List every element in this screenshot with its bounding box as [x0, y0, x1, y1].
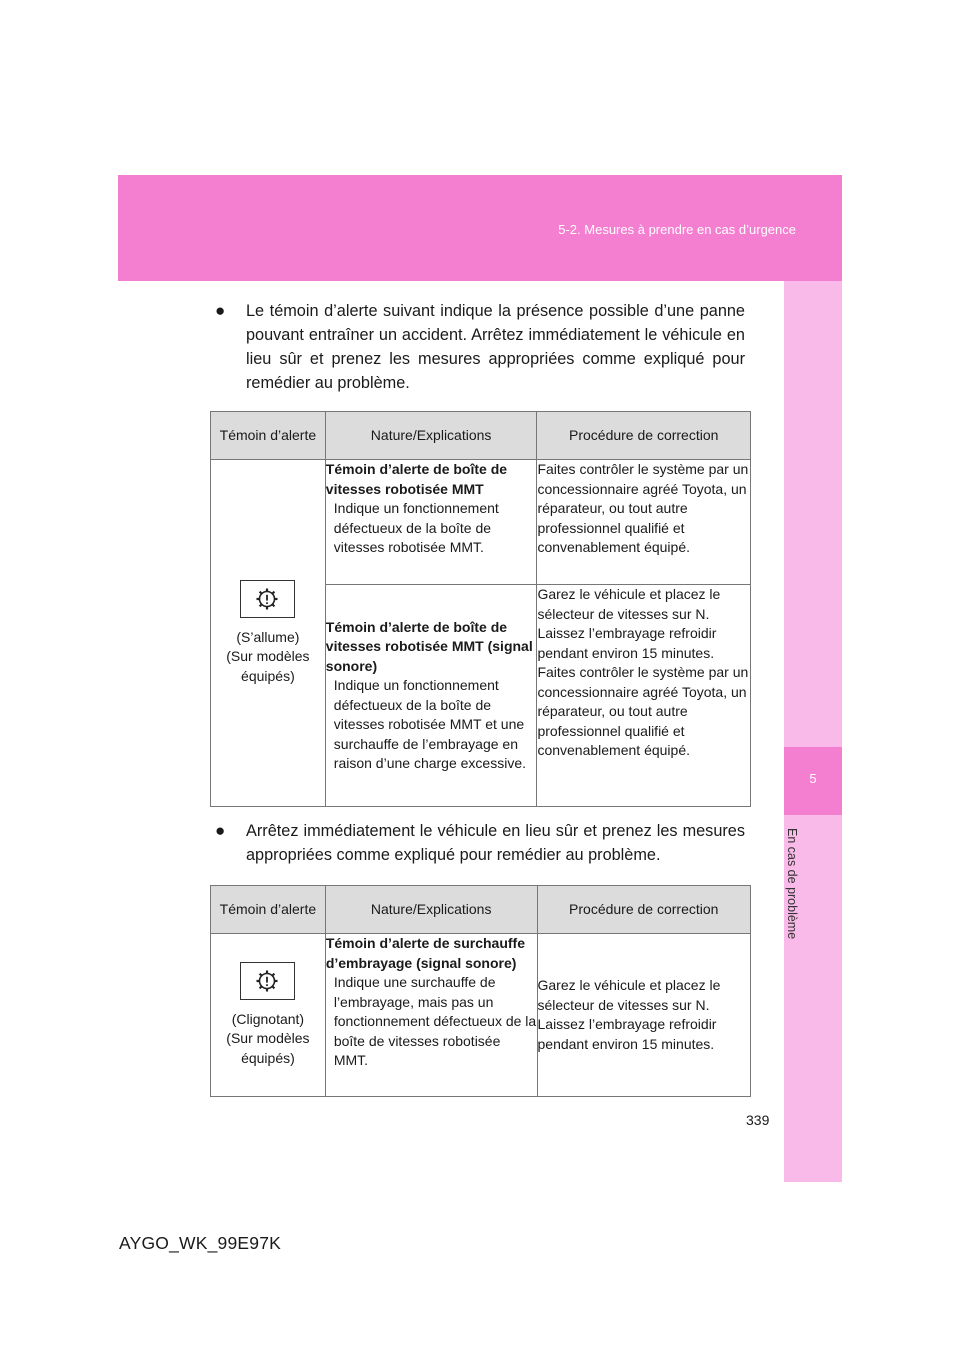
- indicator-state: (S’allume): [236, 628, 300, 645]
- bullet-paragraph-1: [215, 299, 745, 395]
- side-tab: [784, 281, 842, 1182]
- section-title: 5-2. Mesures à prendre en cas d’urgence: [558, 222, 796, 237]
- indicator-state: (Clignotant): [231, 1010, 305, 1027]
- procedure-cell: Faites contrôler le système par un concessionnaire agréé Toyota, un réparateur, ou tout autre professionnel qualifié et convenablement équipé.: [537, 460, 751, 585]
- nature-cell: [325, 585, 537, 807]
- bullet-text-1: Le témoin d’alerte suivant indique la présence possible d’une panne pouvant entraîner un accident. Arrêtez immédiatement le véhicule en lieu sûr et prenez les mesures appropriées comme expliqué pour remédier au problème.: [246, 302, 745, 392]
- nature-title: Témoin d’alerte de surchauffe d’embrayage (signal sonore): [325, 935, 525, 971]
- bullet-icon: ●: [215, 301, 226, 320]
- warning-light-box: [240, 580, 295, 618]
- col-header-procedure: Procédure de correction: [537, 412, 751, 460]
- header-band: [118, 175, 842, 281]
- chapter-number: 5: [809, 771, 817, 786]
- bullet-icon: ●: [215, 821, 226, 840]
- nature-description: Indique un fonctionnement défectueux de la boîte de vitesses robotisée MMT et une surchauffe de l’embrayage en raison d’une charge excessive.: [333, 677, 527, 771]
- bullet-paragraph-2: [215, 819, 745, 867]
- procedure-cell: Garez le véhicule et placez le sélecteur de vitesses sur N. Laissez l’embrayage refroidir pendant environ 15 minutes. Faites contrôler le système par un concessionnaire agréé Toyota, un réparateur, ou tout autre professionnel qualifié et convenablement équipé.: [537, 585, 751, 807]
- warning-light-box: [240, 962, 295, 1000]
- procedure-cell: Garez le véhicule et placez le sélecteur de vitesses sur N. Laissez l’embrayage refroidir pendant environ 15 minutes.: [537, 934, 751, 1097]
- gear-exclamation-icon: [255, 587, 279, 611]
- col-header-nature: Nature/Explications: [325, 412, 537, 460]
- warning-table-1: [210, 411, 751, 807]
- document-code: AYGO_WK_99E97K: [119, 1233, 282, 1253]
- nature-title: Témoin d’alerte de boîte de vitesses robotisée MMT: [325, 461, 508, 497]
- indicator-note: (Sur modèles équipés): [226, 1030, 310, 1066]
- nature-cell: [325, 460, 537, 585]
- bullet-text-2: Arrêtez immédiatement le véhicule en lieu sûr et prenez les mesures appropriées comme expliqué pour remédier au problème.: [246, 822, 745, 864]
- col-header-indicator: Témoin d’alerte: [211, 412, 326, 460]
- chapter-label-container: [785, 828, 805, 958]
- col-header-procedure: Procédure de correction: [537, 886, 751, 934]
- col-header-nature: Nature/Explications: [325, 886, 537, 934]
- page-number: 339: [746, 1112, 770, 1128]
- indicator-cell: [211, 934, 326, 1097]
- chapter-label: En cas de problème: [785, 828, 799, 940]
- warning-table-2: [210, 885, 751, 1097]
- nature-description: Indique un fonctionnement défectueux de la boîte de vitesses robotisée MMT.: [333, 500, 499, 555]
- indicator-cell: [211, 460, 326, 807]
- side-tab-chapter: [784, 747, 842, 815]
- nature-cell: [325, 934, 537, 1097]
- gear-exclamation-icon: [255, 969, 279, 993]
- indicator-note: (Sur modèles équipés): [226, 648, 310, 684]
- nature-description: Indique une surchauffe de l’embrayage, mais pas un fonctionnement défectueux de la boîte de vitesses robotisée MMT.: [333, 974, 537, 1068]
- col-header-indicator: Témoin d’alerte: [211, 886, 326, 934]
- nature-title: Témoin d’alerte de boîte de vitesses robotisée MMT (signal sonore): [325, 618, 533, 674]
